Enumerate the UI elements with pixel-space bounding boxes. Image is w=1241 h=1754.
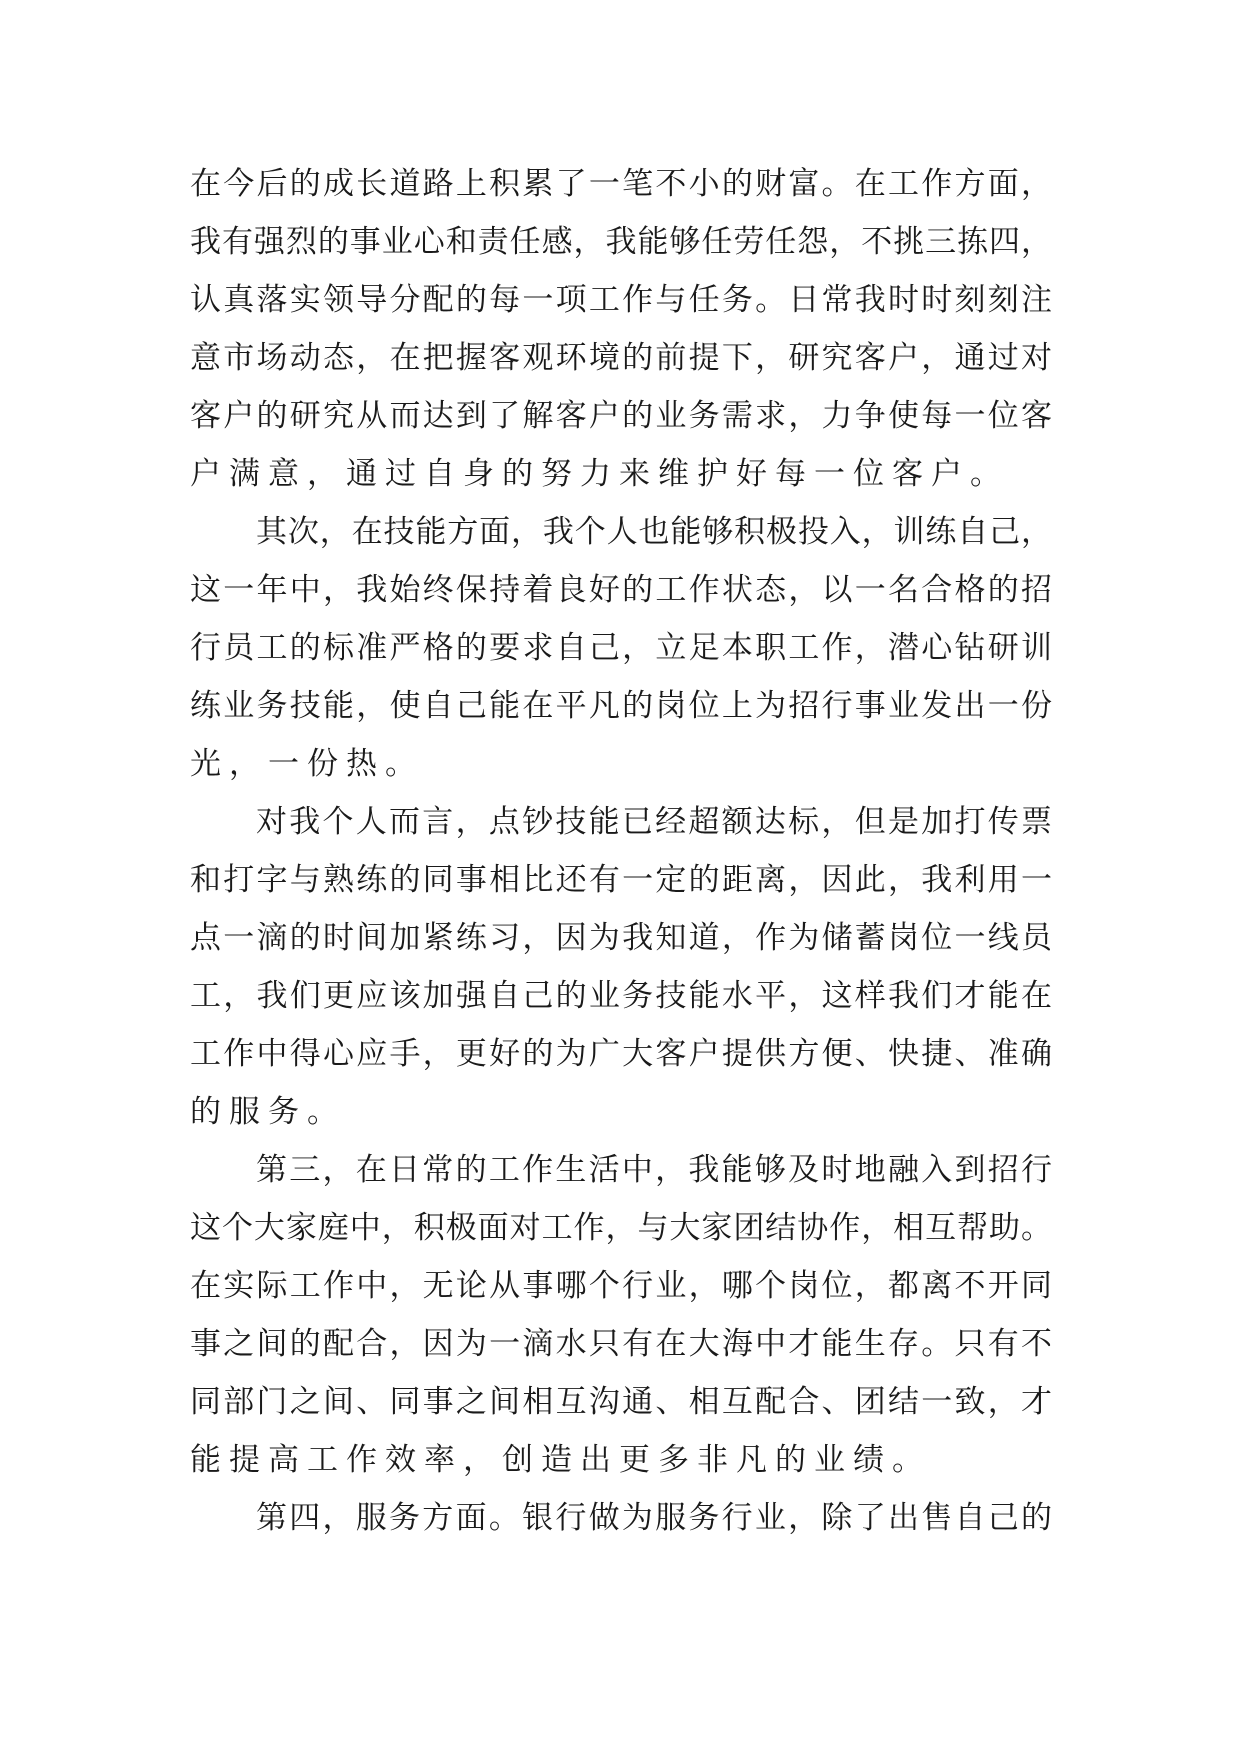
text-line: 行员工的标准严格的要求自己，立足本职工作，潜心钻研训 (190, 630, 1052, 666)
paragraph-first-line: 第四，服务方面。银行做为服务行业，除了出售自己的 (256, 1500, 1052, 1536)
text-line: 练业务技能，使自己能在平凡的岗位上为招行事业发出一份 (190, 688, 1052, 724)
text-line: 光，一份热。 (190, 746, 424, 782)
text-line: 这个大家庭中，积极面对工作，与大家团结协作，相互帮助。 (190, 1210, 1052, 1246)
text-line: 我有强烈的事业心和责任感，我能够任劳任怨，不挑三拣四， (190, 224, 1052, 260)
paragraph-first-line: 第三，在日常的工作生活中，我能够及时地融入到招行 (256, 1152, 1052, 1188)
text-line: 能提高工作效率，创造出更多非凡的业绩。 (190, 1442, 931, 1478)
text-line: 在今后的成长道路上积累了一笔不小的财富。在工作方面， (190, 166, 1052, 202)
text-line: 的服务。 (190, 1094, 346, 1130)
text-line: 这一年中，我始终保持着良好的工作状态，以一名合格的招 (190, 572, 1052, 608)
text-line: 和打字与熟练的同事相比还有一定的距离，因此，我利用一 (190, 862, 1052, 898)
text-line: 客户的研究从而达到了解客户的业务需求，力争使每一位客 (190, 398, 1052, 434)
paragraph-first-line: 对我个人而言，点钞技能已经超额达标，但是加打传票 (256, 804, 1052, 840)
text-line: 意市场动态，在把握客观环境的前提下，研究客户，通过对 (190, 340, 1052, 376)
text-line: 工作中得心应手，更好的为广大客户提供方便、快捷、准确 (190, 1036, 1052, 1072)
text-line: 在实际工作中，无论从事哪个行业，哪个岗位，都离不开同 (190, 1268, 1052, 1304)
text-line: 认真落实领导分配的每一项工作与任务。日常我时时刻刻注 (190, 282, 1052, 318)
text-line: 户满意，通过自身的努力来维护好每一位客户。 (190, 456, 1009, 492)
paragraph-first-line: 其次，在技能方面，我个人也能够积极投入，训练自己， (256, 514, 1052, 550)
text-line: 点一滴的时间加紧练习，因为我知道，作为储蓄岗位一线员 (190, 920, 1052, 956)
text-line: 同部门之间、同事之间相互沟通、相互配合、团结一致，才 (190, 1384, 1052, 1420)
text-line: 事之间的配合，因为一滴水只有在大海中才能生存。只有不 (190, 1326, 1052, 1362)
document-body (190, 155, 1052, 1547)
text-line: 工，我们更应该加强自己的业务技能水平，这样我们才能在 (190, 978, 1052, 1014)
